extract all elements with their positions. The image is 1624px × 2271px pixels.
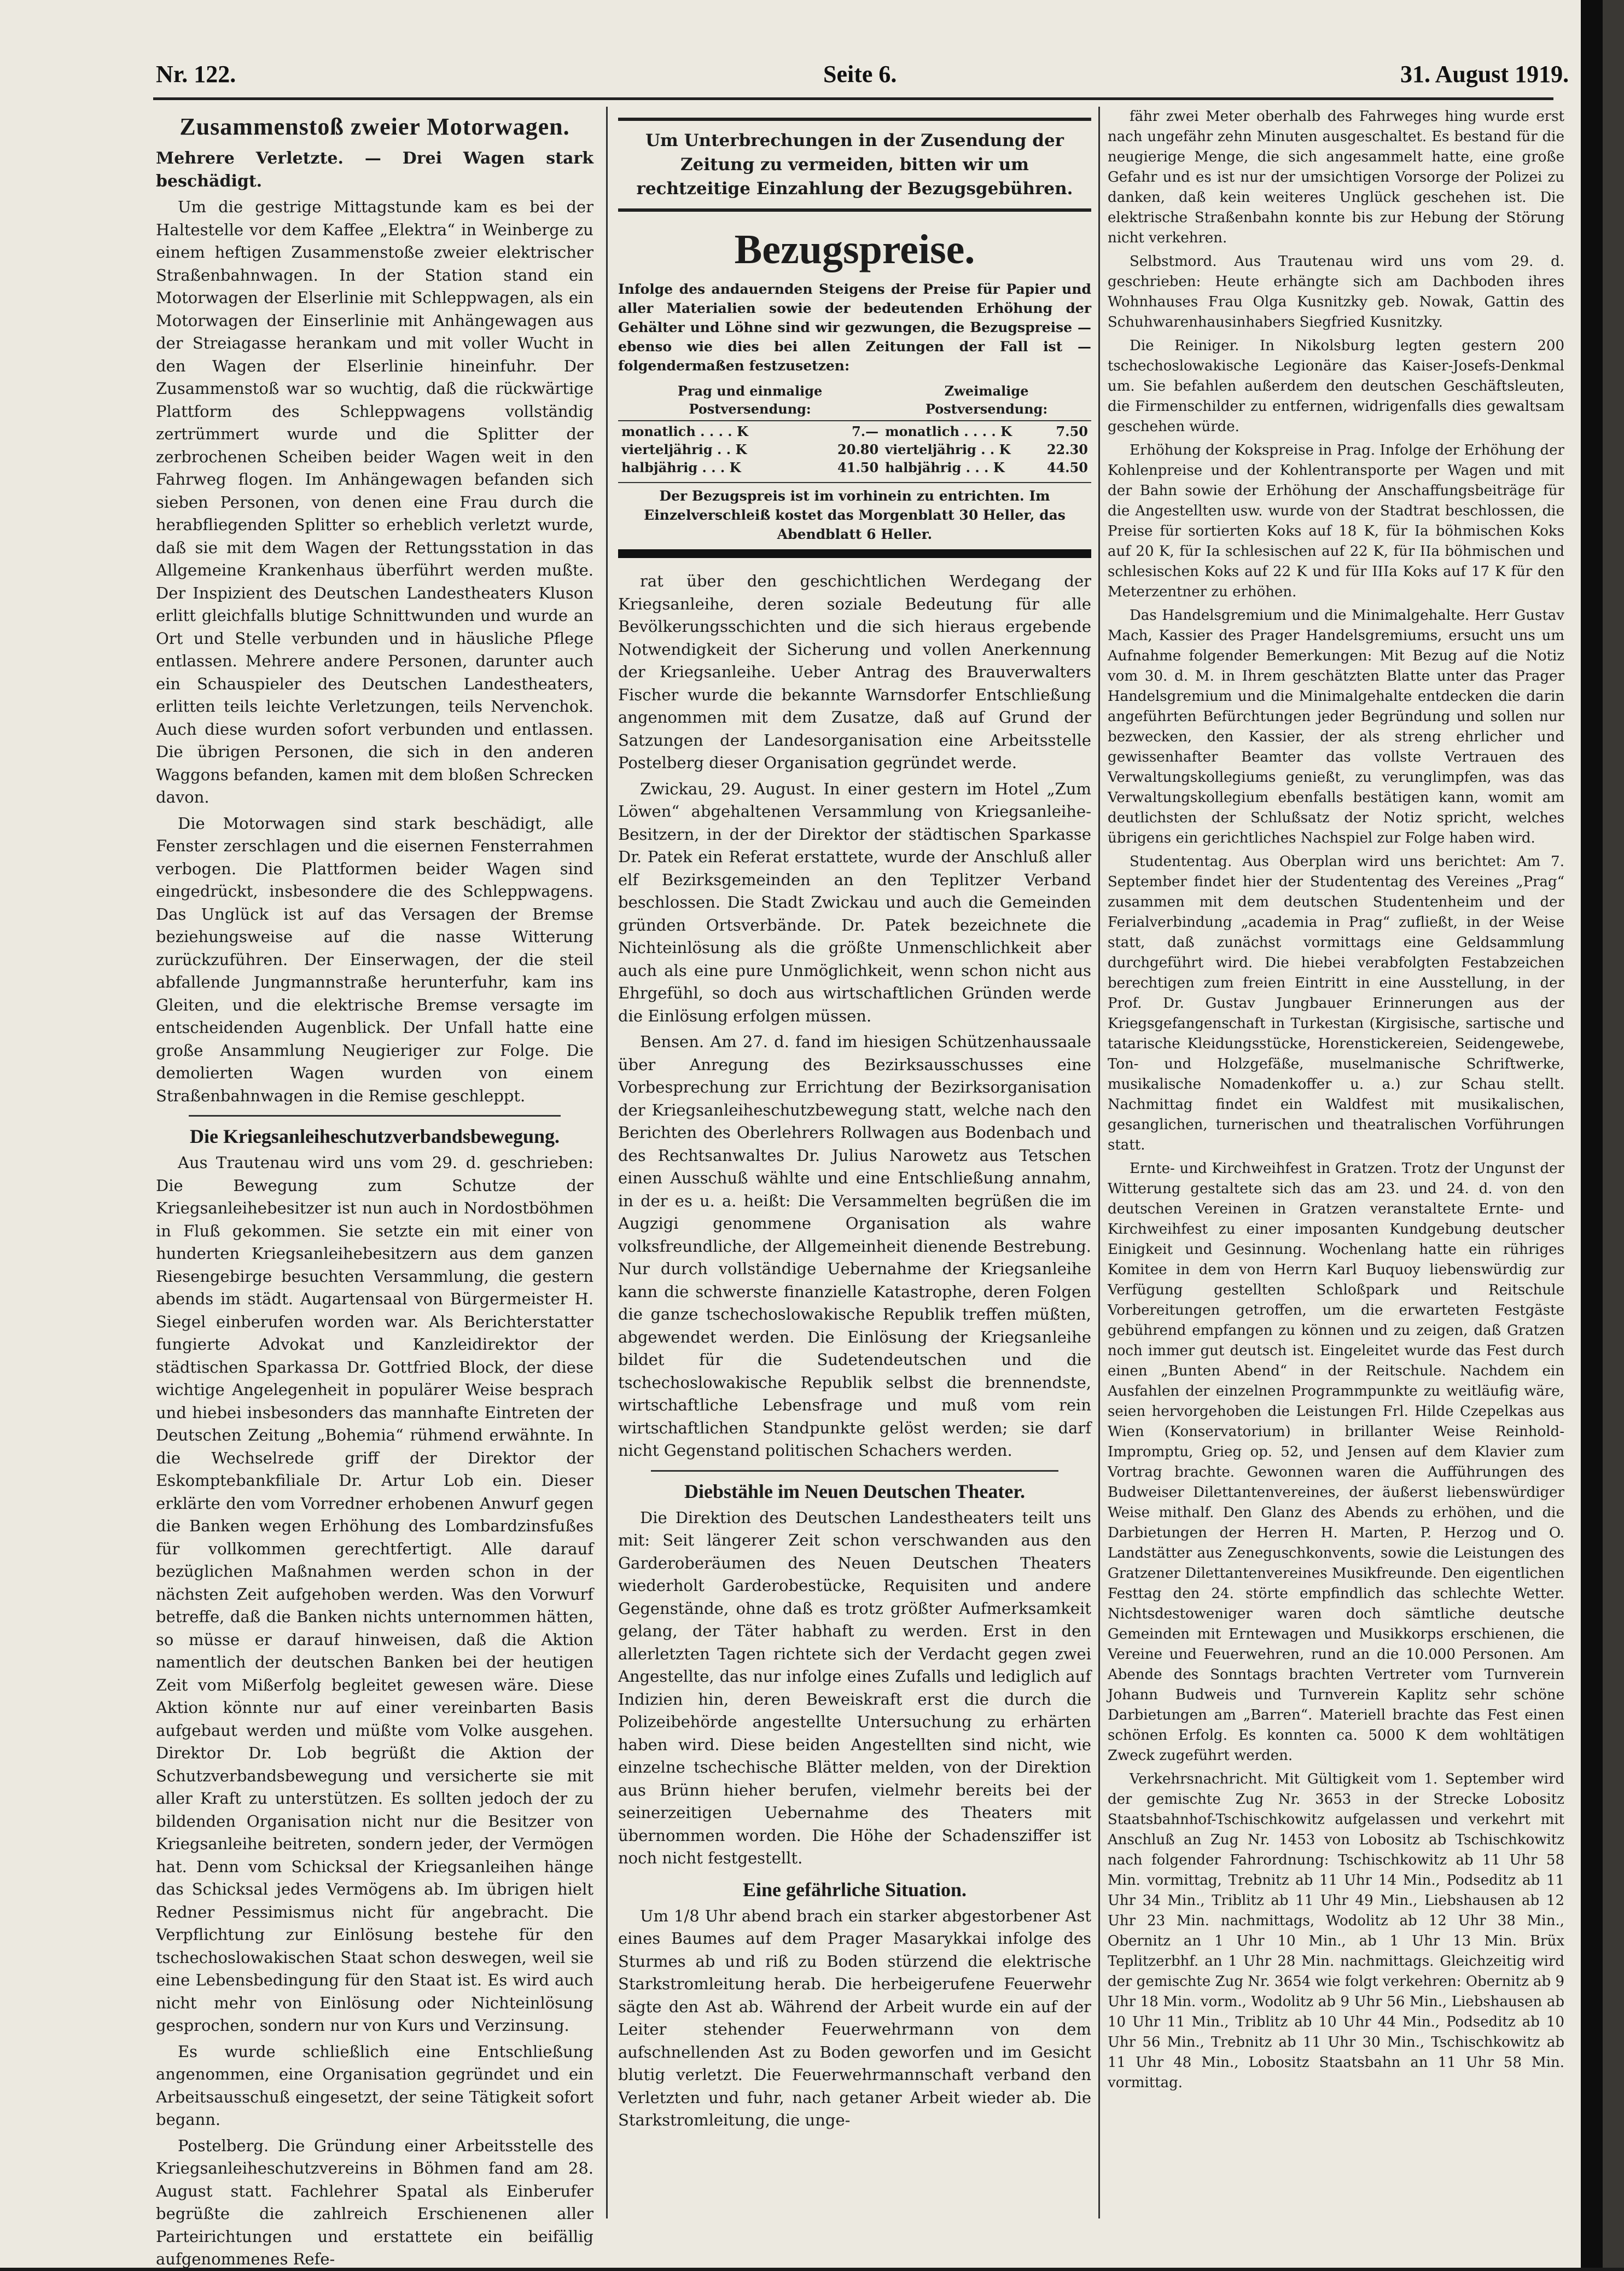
article-paragraph: Postelberg. Die Gründung einer Arbeitsstelle des Kriegsanleiheschutzvereins in Böhmen fand am 28. August statt. Fachlehrer Spatal als Einberufer begrüßte die zahlreich Erschienenen aller Parteirichtungen und erstattete ein beifällig aufgenommenes Refe- xyxy=(156,2136,593,2268)
prices-intro: Infolge des andauernden Steigens der Preise für Papier und aller Materialien sowie der bedeutenden Erhöhung der Gehälter und Löhne sind wir gezwungen, die Bezugspreise — ebenso wie dies bei allen Zeitungen der Fall ist — folgendermaßen festzusetzen: xyxy=(618,281,1091,374)
article-paragraph: Die Motorwagen sind stark beschädigt, alle Fenster zerschlagen und die eisernen Fensterrahmen verbogen. Die Plattformen beider Wagen sind eingedrückt, insbesondere die des Schleppwagens. Das Unglück ist auf das Versagen der Bremse beziehungsweise auf die nasse Witterung zurückzuführen. Der Einserwagen, der die steil abfallende Jungmannstraße herunterfuhr, kam ins Gleiten, und die elektrische Bremse versagte im entscheidenden Augenblick. Der Unfall hatte eine große Ansammlung Neugieriger zur Folge. Die demolierten Wagen wurden von einem Straßenbahnwagen in die Remise geschleppt. xyxy=(156,814,593,1105)
issue-number: Nr. 122. xyxy=(156,61,236,88)
article-paragraph: Aus Trautenau wird uns vom 29. d. geschrieben: Die Bewegung zum Schutze der Kriegsanleihebesitzer ist nun auch in Nordostböhmen in Fluß gekommen. Sie setzte ein mit einer von hunderten Kriegsanleihebesitzern aus dem ganzen Riesengebirge besuchten Versammlung, die gestern abends im städt. Augartensaal von Bürgermeister H. Siegel einberufen worden war. Als Berichterstatter fungierte Advokat und Kanzleidirektor der städtischen Sparkassa Dr. Gottfried Block, der diese wichtige Angelegenheit in populärer Weise besprach und hiebei insbesonders das mannhafte Eintreten der Deutschen Zeitung „Bohemia“ rühmend erwähnte. In die Wechselrede griff der Direktor der Eskomptebankfiliale Dr. Artur Lob ein. Dieser erklärte den vom Vorredner erhobenen Anwurf gegen die Banken wegen Erhöhung des Lombardzinsfußes für vollkommen gerechtfertigt. Alle darauf bezüglichen Maßnahmen werden schon in der nächsten Zeit aufgehoben werden. Was den Vorwurf betreffe, daß die Banken nichts unternommen hätten, so müsse er darauf hinweisen, daß die Aktion namentlich der deutschen Banken bei der heutigen Zeit vom Mißerfolg begleitet gewesen wäre. Diese Aktion könnte nur auf einer vereinbarten Basis aufgebaut werden und müßte vom Volke ausgehen. Direktor Dr. Lob begrüßt die Aktion der Schutzverbandsbewegung und versicherte sie mit aller Kraft zu unterstützen. Es sollten jedoch der zu bildenden Organisation nicht nur die Besitzer von Kriegsanleihe beitreten, sondern jeder, der Vermögen hat. Denn vom Schicksal der Kriegsanleihen hänge das Schicksal jedes Vermögens ab. Im übrigen hielt Redner Pessimismus nicht für angebracht. Die Verpflichtung zur Einlösung bestehe für den tschechoslowakischen Staat schon deswegen, weil sie eine Lebensbedingung für den Staat ist. Es wird auch nicht mehr von Einlösung oder Nichteinlösung gesprochen, sondern nur von Kurs und Verzinsung. xyxy=(156,1153,593,2035)
article-paragraph: Verkehrsnachricht. Mit Gültigkeit vom 1. September wird der gemischte Zug Nr. 3653 in der Strecke Lobositz Staatsbahnhof-Tschischkowitz aufgelassen und verkehrt mit Anschluß an Zug Nr. 1453 von Lobositz ab Tschischkowitz nach folgender Fahrordnung: Tschischkowitz ab 11 Uhr 58 Min. vormittag, Trebnitz ab 11 Uhr 14 Min., Podseditz ab 11 Uhr 34 Min., Triblitz ab 11 Uhr 49 Min., Liebshausen ab 12 Uhr 23 Min. nachmittags, Wodolitz ab 12 Uhr 38 Min., Obernitz an 1 Uhr 10 Min., ab 1 Uhr 13 Min. Brüx Teplitzerbhf. an 1 Uhr 28 Min. nachmittags. Gleichzeitig wird der gemischte Zug Nr. 3654 wie folgt verkehren: Obernitz ab 9 Uhr 18 Min. vorm., Wodolitz ab 9 Uhr 56 Min., Liebshausen ab 10 Uhr 11 Min., Triblitz ab 10 Uhr 44 Min., Podseditz ab 10 Uhr 56 Min., Trebnitz ab 11 Uhr 30 Min., Tschischkowitz ab 11 Uhr 48 Min., Lobositz Staatsbahn an 11 Uhr 58 Min. vormittag. xyxy=(1108,1771,1564,2091)
price-row: vierteljährig . . K 20.80 xyxy=(621,442,879,457)
prices-footnote: Der Bezugspreis ist im vorhinein zu entrichten. Im Einzelverschleiß kostet das Morgenblatt 30 Heller, das Abendblatt 6 Heller. xyxy=(618,482,1091,544)
article-paragraph: Es wurde schließlich eine Entschließung angenommen, eine Organisation gegründet und ein Arbeitsausschuß eingesetzt, der seine Tätigkeit sofort begann. xyxy=(156,2042,593,2129)
column-divider xyxy=(606,107,608,2218)
article-paragraph: Das Handelsgremium und die Minimalgehalte. Herr Gustav Mach, Kassier des Prager Handelsgremiums, ersucht uns um Aufnahme folgender Bemerkungen: Mit Bezug auf die Notiz vom 30. d. M. in Ihrem geschätzten Blatte unter das Prager Handelsgremium und die Minimalgehalte entdecken die darin angeführten Befürchtungen jeder Begründung und sollen nur bezwecken, den Kassier, der als streng ehrlicher und gewissenhafter Beamter das vollste Vertrauen des Verwaltungskollegiums genießt, zu verunglimpfen, was das Verwaltungskollegium ebenfalls bestätigen kann, womit am deutlichsten der Schlußsatz der Notiz spricht, welches übrigens ein gerichtliches Nachspiel zur Folge haben wird. xyxy=(1108,607,1564,846)
prices-head-left: Prag und einmalige Postversendung: xyxy=(618,380,882,421)
article-paragraph: Erhöhung der Kokspreise in Prag. Infolge der Erhöhung der Kohlenpreise und der Kohlentransporte per Wagen und mit der Bahn sowie der Erhöhung der Anschaffungsbeiträge für die Angestellten usw. wurde von der Stadtrat beschlossen, die Preise für sortierten Koks auf 18 K, für Ia böhmischen Koks auf 20 K, für Ia schlesischen auf 22 K, für IIa böhmischen und schlesischen Koks auf 22 K und für IIIa Koks auf 17 K für den Meterzentner zu erhöhen. xyxy=(1108,442,1564,600)
price-row: halbjährig . . . K 41.50 xyxy=(621,460,879,475)
divider xyxy=(651,1470,1058,1472)
prices-title: Bezugspreise. xyxy=(734,226,975,272)
article-paragraph: Um 1/8 Uhr abend brach ein starker abgestorbener Ast eines Baumes auf dem Prager Masarykkai infolge des Sturmes ab und riß zu Boden stürzend die elektrische Starkstromleitung herab. Die herbeigerufene Feuerwehr sägte den Ast ab. Während der Arbeit wurde ein auf der Leiter stehender Feuerwehrmann von dem aufschnellenden Ast zu Boden geworfen und im Gesicht blutig verletzt. Die Feuerwehrmannschaft verband den Verletzten und fuhr, nach getaner Arbeit wieder ab. Die Starkstromleitung, die unge- xyxy=(618,1906,1091,2129)
article-title: Eine gefährliche Situation. xyxy=(742,1878,967,1901)
article-paragraph: Studententag. Aus Oberplan wird uns berichtet: Am 7. September findet hier der Studententag des Vereines „Prag“ zusammen mit dem deutschen Studentenheim und der Ferialverbindung „academia in Prag“ zufließt, in der Weise statt, daß zunächst vormittags eine Geldsammlung durchgeführt wird. Die hiebei verabfolgten Festabzeichen berechtigen zum freien Eintritt in eine Ausstellung, in der Prof. Dr. Gustav Jungbauer Erinnerungen aus der Kriegsgefangenschaft in Turkestan (Kirgisische, sartische und tatarische Kleidungsstücke, Horenstickereien, Seidengewebe, Ton- und Holzgefäße, muselmanische Schriftwerke, musikalische Nomadenkoffer u. a.) zur Schau stellt. Nachmittag findet ein Waldfest mit musikalischen, gesanglichen, turnerischen und theatralischen Vorführungen statt. xyxy=(1108,853,1564,1153)
article-title: Die Kriegsanleiheschutzverbandsbewegung. xyxy=(189,1125,560,1147)
header-rule xyxy=(153,97,1553,100)
article-paragraph: Die Reiniger. In Nikolsburg legten gestern 200 tschechoslowakische Legionäre das Kaiser-Josefs-Denkmal um. Sie befahlen außerdem den deutschen Geschäftsleuten, die Firmenschilder zu entfernen, widrigenfalls dies gewaltsam geschehen würde. xyxy=(1108,338,1564,435)
adjacent-page-strip xyxy=(1603,0,1624,2268)
article-paragraph: rat über den geschichtlichen Werdegang der Kriegsanleihe, deren soziale Bedeutung für alle Bevölkerungsschichten und die sich hieraus ergebende Notwendigkeit der Sicherung und vollen Anerkennung der Kriegsanleihe. Ueber Antrag des Brauverwalters Fischer wurde die bekannte Warnsdorfer Entschließung angenommen mit dem Zusatze, daß auf Grund der Satzungen der Landesorganisation eine Arbeitsstelle Postelberg dieser Organisation gegründet werde. xyxy=(618,572,1091,772)
article-paragraph: Zwickau, 29. August. In einer gestern im Hotel „Zum Löwen“ abgehaltenen Versammlung von Kriegsanleihe-Besitzern, in der der Direktor der städtischen Sparkasse Dr. Patek ein Referat erstattete, wurde der Anschluß aller elf Bezirksgemeinden an den Teplitzer Verband beschlossen. Die Stadt Zwickau und auch die Gemeinden gründen Ortsverbände. Dr. Patek bezeichnete die Nichteinlösung als die größte Unmenschlichkeit aber auch als eine pure Unmöglichkeit, wenn schon nicht aus Ehrgefühl, so doch aus wirtschaftlichen Gründen werde die Einlösung erfolgen müssen. xyxy=(618,779,1091,1025)
price-row: monatlich . . . . K 7.— xyxy=(621,423,879,439)
prices-table xyxy=(618,380,1091,478)
article-paragraph: Selbstmord. Aus Trautenau wird uns vom 29. d. geschrieben: Heute erhängte sich am Dachboden ihres Wohnhauses Frau Olga Kusnitzky geb. Nowak, Gattin des Schuhwarenhausinhabers Siegfried Kusnitzky. xyxy=(1108,253,1564,330)
divider xyxy=(189,1115,561,1117)
column-1 xyxy=(156,107,593,2268)
subscription-notice: Um Unterbrechungen in der Zusendung der Zeitung zu vermeiden, bitten wir um rechtzeitige Einzahlung der Bezugsgebühren. xyxy=(618,118,1091,212)
article-paragraph: Um die gestrige Mittagstunde kam es bei der Haltestelle vor dem Kaffee „Elektra“ in Weinberge zu einem heftigen Zusammenstoße zweier elektrischer Straßenbahnwagen. In der Station stand ein Motorwagen der Elserlinie mit Schleppwagen, als ein Motorwagen der Einserlinie mit Anhängewagen aus der Streiagasse herankam und mit voller Wucht in den Wagen der Elserlinie hineinfuhr. Der Zusammenstoß war so wuchtig, daß die rückwärtige Plattform des Schleppwagens vollständig zertrümmert wurde und die Splitter der zerbrochenen Scheiben beider Wagen weit in den Fahrweg flogen. Im Anhängewagen befanden sich sieben Personen, von denen eine Frau durch die herabfliegenden Splitter so erheblich verletzt wurde, daß sie mit dem Wagen der Rettungsstation in das Allgemeine Krankenhaus überführt werden mußte. Der Inspizient des Deutschen Landestheaters Kluson erlitt gleichfalls blutige Schnittwunden und wurde an Ort und Stelle verbunden und in häusliche Pflege entlassen. Mehrere andere Personen, darunter auch ein Schauspieler des Deutschen Landestheaters, erlitten teils leichte Verletzungen, teils Nervenchok. Auch diese wurden sofort verbunden und entlassen. Die übrigen Personen, die sich in den anderen Waggons befanden, kamen mit dem bloßen Schrecken davon. xyxy=(156,198,593,806)
article-title: Zusammenstoß zweier Motorwagen. xyxy=(179,113,570,140)
article-paragraph: Ernte- und Kirchweihfest in Gratzen. Trotz der Ungunst der Witterung gestaltete sich das am 23. und 24. d. von den deutschen Vereinen in Gratzen veranstaltete Ernte- und Kirchweihfest zu einer imposanten Kundgebung deutscher Einigkeit und Gesinnung. Wochenlang hatte ein rühriges Komitee in dem von Herrn Karl Buquoy liebenswürdig zur Verfügung gestellten Schloßpark und Reitschule Vorbereitungen getroffen, um die erwarteten Festgäste gebührend empfangen zu können und zu zeigen, daß Gratzen noch immer gut deutsch ist. Eingeleitet wurde das Fest durch einen „Bunten Abend“ in der Reitschule. Nachdem ein Ausfahlen der einzelnen Programmpunkte zu weitläufig wäre, seien hervorgehoben die Leistungen Frl. Hilde Czepelkas aus Wien (Konservatorium) in brillanter Weise Reinhold-Impromptu, Grieg op. 52, und Jensen auf dem Klavier zum Vortrag brachte. Gewonnen waren die Aufführungen des Budweiser Dilettantenvereines, der äußerst liebenswürdiger Weise mithalf. Den Glanz des Abends zu erhöhen, und die Darbietungen der Herren H. Marten, P. Herzog und O. Landstätter aus Zeneguschkonvents, sowie die Leistungen des Gratzener Dilettantenvereines Musikfreunde. Den eigentlichen Festtag den 24. störte empfindlich das schlechte Wetter. Nichtsdestoweniger waren doch sämtliche deutsche Gemeinden mit Erntewagen und Musikkorps erschienen, die Vereine und Feuerwehren, rund an die 10.000 Personen. Am Abende des Sonntags brachten Vertreter vom Turnverein Johann Budweis und Turnverein Kaplitz sehr schöne Darbietungen am „Barren“. Materiell brachte das Fest einen schönen Erfolg. Es konnten ca. 5000 K dem wohltätigen Zweck zugeführt werden. xyxy=(1108,1160,1564,1764)
price-row: halbjährig . . . K 44.50 xyxy=(885,460,1088,475)
article-paragraph: fähr zwei Meter oberhalb des Fahrweges hing wurde erst nach ungefähr zehn Minuten ausgeschaltet. Es bestand für die neugierige Menge, die sich angesammelt hatte, eine große Gefahr und es ist nur der umsichtigen Vorsorge der Polizei zu danken, daß kein weiteres Unglück geschehen ist. Die elektrische Straßenbahn konnte bis zur Hebung der Störung nicht verkehren. xyxy=(1108,108,1564,246)
article-paragraph: Bensen. Am 27. d. fand im hiesigen Schützenhaussaale über Anregung des Bezirksausschusses eine Vorbesprechung zur Errichtung der Bezirksorganisation der Kriegsanleiheschutzbewegung statt, welche nach den Berichten des Oberlehrers Rollwagen aus Bodenbach und des Rechtsanwaltes Dr. Julius Narowetz aus Tetschen einen Ausschuß wählte und eine Entschließung annahm, in der es u. a. heißt: Die Versammelten begrüßen die im Augzigi genommene Organisation als wahre volksfreundliche, der Allgemeinheit dienende Bestrebung. Nur durch vollständige Uebernahme der Kriegsanleihe kann die schwerste finanzielle Katastrophe, deren Folgen die ganze tschechoslowakische Republik treffen müßten, abgewendet werden. Die Einlösung der Kriegsanleihe bildet für die Sudetendeutschen und die tschechoslowakische Republik selbst die brennendste, wirtschaftliche Lebensfrage und muß vom rein wirtschaftlichen Standpunkte gelöst werden; sie darf nicht Gegenstand politischen Schachers werden. xyxy=(618,1032,1091,1460)
heavy-rule xyxy=(618,549,1091,558)
article-subtitle: Mehrere Verletzte. — Drei Wagen stark beschädigt. xyxy=(156,149,593,191)
column-divider xyxy=(1098,107,1100,2218)
article-title: Diebstähle im Neuen Deutschen Theater. xyxy=(684,1480,1025,1502)
prices-head-right: Zweimalige Postversendung: xyxy=(882,380,1091,421)
column-3 xyxy=(1108,107,1564,2235)
price-row: vierteljährig . . K 22.30 xyxy=(885,442,1088,457)
page-number: Seite 6. xyxy=(823,61,897,88)
price-row: monatlich . . . . K 7.50 xyxy=(885,423,1088,439)
issue-date: 31. August 1919. xyxy=(1400,61,1569,88)
column-2 xyxy=(618,107,1091,2235)
article-paragraph: Die Direktion des Deutschen Landestheaters teilt uns mit: Seit längerer Zeit schon verschwanden aus den Garderoberäumen des Neuen Deutschen Theaters wiederholt Garderobestücke, Requisiten und andere Gegenstände, ohne daß es trotz größter Aufmerksamkeit gelang, der Täter habhaft zu werden. Erst in den allerletzten Tagen richtete sich der Verdacht gegen zwei Angestellte, das nur infolge eines Zufalls und lediglich auf Indizien hin, deren Beweiskraft erst die durch die Polizeibehörde angestellte Untersuchung zu erhärten haben wird. Diese beiden Angestellten sind nicht, wie einzelne tschechische Blätter melden, von der Direktion aus Brünn hieher berufen, vielmehr bereits bei der seinerzeitigen Uebernahme des Theaters mit übernommen worden. Die Höhe der Schadensziffer ist noch nicht festgestellt. xyxy=(618,1508,1091,1867)
